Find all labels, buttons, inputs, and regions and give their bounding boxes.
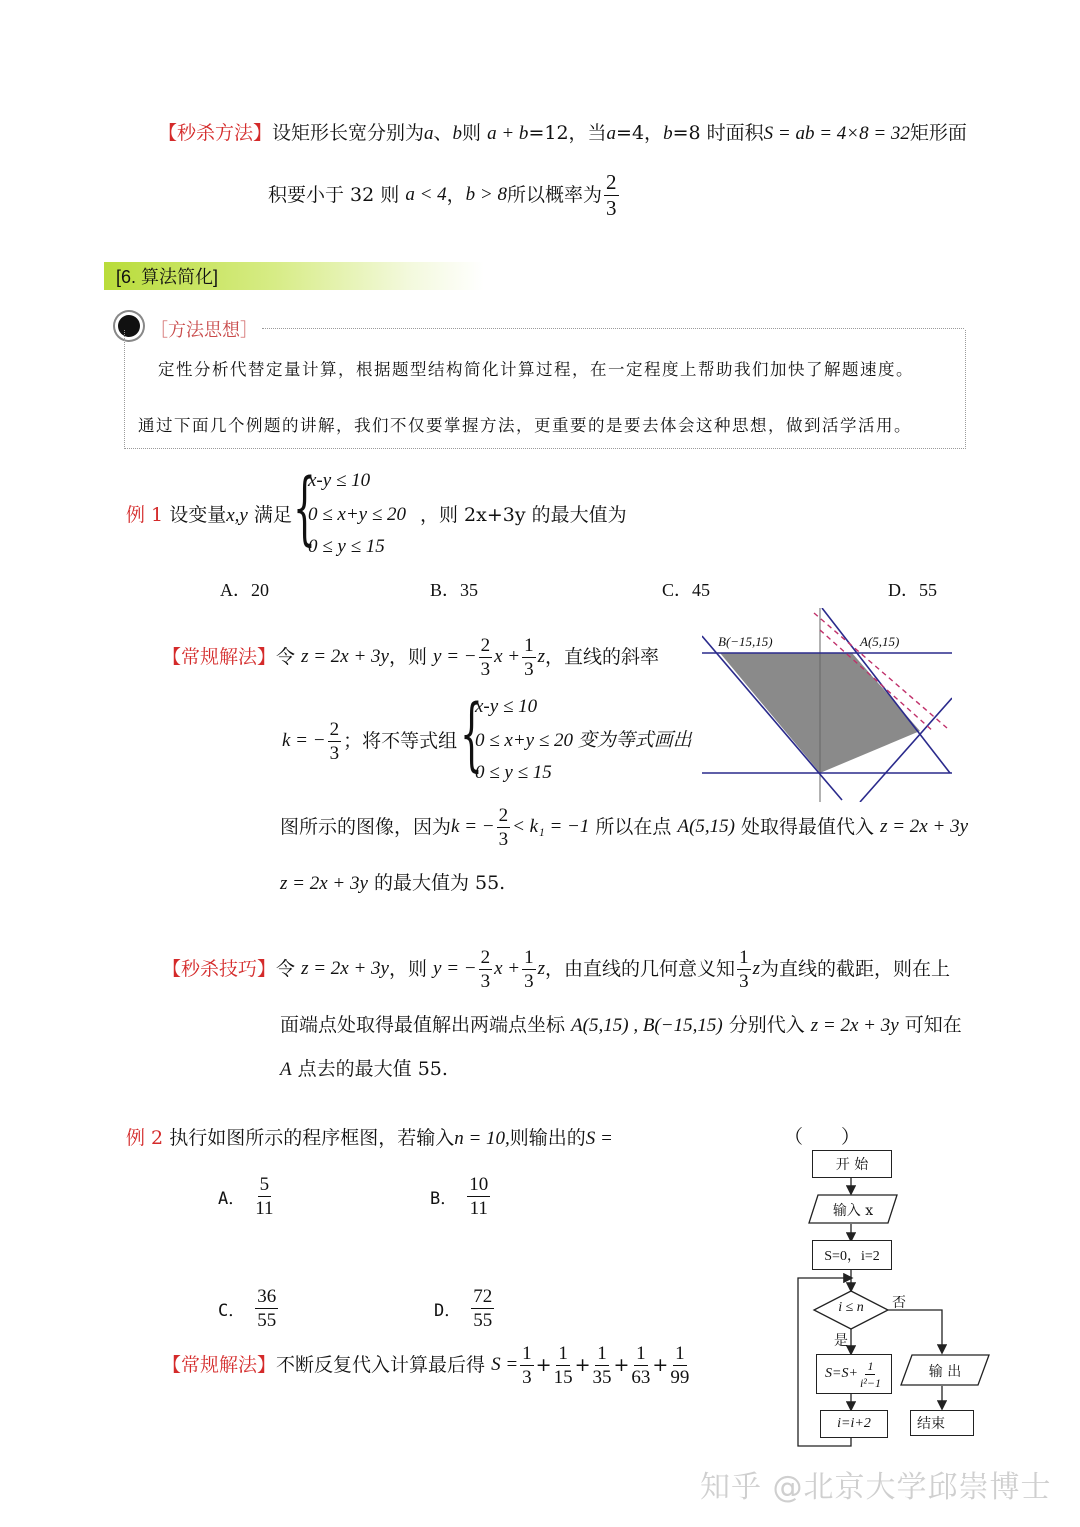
ex1-vars: x,y: [226, 505, 248, 526]
frac-den: 3: [739, 970, 749, 992]
sol2-x-plus: x +: [494, 958, 521, 979]
sol1-c2: 0 ≤ x+y ≤ 20 变为等式画出: [475, 730, 692, 751]
watermark: 知乎 @北京大学邱崇博士: [700, 1470, 1052, 1505]
label-b: B(−15,15): [718, 634, 773, 649]
frac-num: 1: [675, 1342, 685, 1364]
ex2-q2: 则输出的: [509, 1127, 586, 1149]
frac-num: 1: [558, 1342, 568, 1364]
update-pre: S=S+: [825, 1366, 858, 1381]
flow-output: [900, 1354, 990, 1386]
var-b2: b: [663, 123, 673, 144]
sol3-s-eq: S =: [491, 1354, 519, 1375]
frac-num: 36: [257, 1285, 277, 1307]
ex1-c1: x-y ≤ 10: [308, 470, 371, 491]
flow-init: S=0，i=2: [812, 1240, 892, 1270]
sol2-line-2: [280, 1012, 962, 1039]
frac-num: 2: [480, 946, 491, 968]
sol2-p2a: 面端点处取得最值解出两端点坐标: [280, 1014, 566, 1036]
sol2-p1d: 为直线的截距，则在上: [759, 958, 950, 980]
sol1-p4b: 的最大值为 55.: [373, 872, 506, 894]
sol2-tag: 【秒杀技巧】: [162, 958, 277, 980]
sol1-frac1: [479, 636, 493, 679]
top-line2-text: 积要小于 32 则: [268, 184, 400, 206]
sol1-k-eq: k = −: [282, 730, 326, 751]
sol2-p1a: 令: [276, 958, 296, 980]
frac-den: 55: [473, 1309, 493, 1331]
frac-den: 35: [592, 1366, 612, 1388]
frac-den: 15: [553, 1366, 573, 1388]
sol2-y-eq: y = −: [433, 958, 477, 979]
sol2-p1b: ，则: [388, 958, 427, 980]
var-a2: a: [606, 123, 617, 144]
ex1-question: [126, 502, 292, 529]
sol2-points: A(5,15) , B(−15,15): [571, 1015, 723, 1036]
ex1-option-a[interactable]: A．20: [220, 580, 269, 600]
opt-c-frac: [255, 1287, 278, 1330]
plus: +: [535, 1354, 552, 1376]
sol1-p3a: 图所示的图像，因为: [280, 816, 452, 838]
eq12: =12，当: [528, 122, 607, 144]
ex2-option-a[interactable]: [218, 1168, 276, 1224]
sol2-p3b: 点去的最大值 55.: [297, 1058, 448, 1080]
flow-cond-label: i ≤ n: [838, 1300, 864, 1315]
sol1-frac3: [328, 720, 342, 763]
sol1-p3b: 所以在点: [595, 816, 672, 838]
sol3-term-2: [554, 1344, 573, 1387]
ex2-paren: （ ）: [784, 1126, 861, 1148]
frac-num: 1: [636, 1342, 646, 1364]
frac-num: 1: [739, 946, 749, 968]
sol3-term-3: [593, 1344, 612, 1387]
frac-den: 11: [255, 1197, 274, 1219]
sol1-c1: x-y ≤ 10: [475, 696, 538, 717]
frac-num: 72: [473, 1285, 493, 1307]
ex2-question: [126, 1125, 613, 1152]
top-line-1: [158, 120, 967, 147]
frac-num: 2: [329, 718, 340, 740]
ex2-q: 执行如图所示的程序框图，若输入: [169, 1127, 455, 1149]
sol3-term-1: [520, 1344, 534, 1387]
ex1-c3: 0 ≤ y ≤ 15: [308, 536, 385, 557]
sol1-x-plus: x +: [494, 646, 521, 667]
frac-den: 3: [606, 195, 617, 220]
frac-num: 2: [498, 804, 509, 826]
ineq2: b > 8: [465, 184, 507, 205]
sol1-z-def2: z = 2x + 3y: [880, 816, 968, 837]
sol1-line-2: [282, 716, 457, 766]
frac-num: 10: [469, 1173, 489, 1195]
a-val: =4，: [616, 122, 664, 144]
method-label: ［方法思想］: [150, 320, 258, 341]
ex1-option-b[interactable]: B．35: [430, 580, 479, 600]
ex1-q-mid: 满足: [253, 504, 292, 526]
opt-d-frac: [471, 1287, 494, 1330]
flow-yes-label: 是: [834, 1333, 848, 1349]
ex2-n-eq: n = 10,: [454, 1128, 510, 1149]
section-title: [6. 算法简化]: [116, 267, 219, 287]
sol1-p1a: 令: [276, 646, 296, 668]
frac-num: 1: [524, 946, 534, 968]
var-b: b: [452, 123, 463, 144]
sol1-k1: < k₁ = −1: [512, 816, 590, 837]
sol2-p3a: A: [280, 1059, 292, 1080]
sol3-line: [162, 1338, 691, 1392]
b-val: =8 时面积: [672, 122, 764, 144]
frac-den: 55: [257, 1309, 277, 1331]
frac-den: 63: [631, 1366, 651, 1388]
sep: 、: [433, 122, 453, 144]
sol1-brace: {: [460, 687, 483, 780]
sol3-tag: 【常规解法】: [162, 1354, 277, 1376]
sol2-z-def: z = 2x + 3y: [301, 958, 389, 979]
ex1-label: 例 1: [126, 504, 164, 526]
frac-den: i²−1: [859, 1375, 881, 1390]
flow-output-label: 输 出: [928, 1364, 962, 1380]
top-line-2: [268, 170, 621, 220]
sol1-y-eq: y = −: [433, 646, 477, 667]
sol1-c3: 0 ≤ y ≤ 15: [475, 762, 552, 783]
sum-expr: a + b: [487, 123, 529, 144]
ineq1: a < 4: [405, 184, 447, 205]
opt-label: A．: [218, 1188, 246, 1209]
sol1-line-4: [280, 870, 505, 897]
ex2-s-eq: S =: [585, 1128, 613, 1149]
sol1-z-def: z = 2x + 3y: [301, 646, 389, 667]
update-frac: [860, 1360, 881, 1389]
frac-den: 3: [480, 970, 491, 992]
sol2-z-def2: z = 2x + 3y: [810, 1015, 899, 1036]
sol1-frac2: [522, 636, 536, 679]
sol3-term-4: [631, 1344, 650, 1387]
sol2-frac2: [522, 948, 536, 991]
top-tag: 【秒杀方法】: [158, 122, 273, 144]
ex2-option-c[interactable]: [218, 1280, 280, 1336]
plus: +: [574, 1354, 591, 1376]
ex1-brace: {: [293, 461, 316, 554]
method-line-1: 定性分析代替定量计算，根据题型结构简化计算过程，在一定程度上帮助我们加快了解题速度。: [158, 360, 914, 379]
frac-den: 3: [329, 742, 340, 764]
flow-input-label: 输入 x: [832, 1203, 874, 1219]
method-divider: [262, 328, 964, 329]
comma: ，: [446, 184, 466, 206]
method-line-2: 通过下面几个例题的讲解，我们不仅要掌握方法，更重要的是要去体会这种思想，做到活学活用。: [138, 416, 912, 435]
plus: +: [613, 1354, 630, 1376]
then-text: 则: [462, 122, 482, 144]
sol1-tag: 【常规解法】: [162, 646, 277, 668]
label-a: A(5,15): [860, 634, 900, 649]
ex1-q-post: ，则 2x+3y 的最大值为: [420, 504, 627, 526]
frac-num: 1: [524, 634, 534, 656]
sol1-frac4: [497, 806, 511, 849]
ex1-option-d[interactable]: D．55: [888, 580, 937, 600]
sol1-p1c: ，直线的斜率: [545, 646, 660, 668]
ex1-option-c[interactable]: C．45: [662, 580, 711, 600]
sol1-p3c: 处取得最值代入: [741, 816, 875, 838]
var-a: a: [424, 123, 434, 144]
frac-num: 2: [480, 634, 491, 656]
flow-inc: i=i+2: [820, 1410, 888, 1438]
sol2-line-1: [162, 944, 950, 994]
frac-den: 99: [670, 1366, 690, 1388]
sol2-line-3: [280, 1056, 448, 1083]
flow-update: [816, 1354, 892, 1394]
frac-den: 11: [469, 1197, 488, 1219]
sol2-p1c: ，由直线的几何意义知: [545, 958, 736, 980]
opt-b-frac: [467, 1175, 490, 1218]
frac-den: 3: [522, 1366, 532, 1388]
plus: +: [652, 1354, 669, 1376]
opt-label: D．: [434, 1300, 462, 1321]
arrow-no-branch: [888, 1310, 942, 1352]
ex2-label: 例 2: [126, 1127, 164, 1149]
opt-label: C．: [218, 1300, 246, 1321]
ex2-option-b[interactable]: [430, 1168, 492, 1224]
frac-den: 3: [480, 658, 491, 680]
frac-den: 3: [524, 970, 534, 992]
sol2-p2b: 分别代入: [728, 1014, 805, 1036]
sol3-term-5: [670, 1344, 689, 1387]
frac-num: 2: [606, 169, 617, 194]
sol1-line-3: [280, 802, 968, 852]
frac-num: 5: [259, 1173, 270, 1195]
prob-fraction: [604, 169, 619, 220]
sol2-z2: z: [752, 958, 760, 979]
flow-no-label: 否: [892, 1295, 906, 1311]
frac-den: 3: [524, 658, 534, 680]
sol2-frac3: [737, 948, 751, 991]
flow-end: 结束: [910, 1410, 974, 1436]
frac-num: 1: [522, 1342, 532, 1364]
frac-num: 1: [597, 1342, 607, 1364]
ex1-q-pre: 设变量: [169, 504, 227, 526]
prob-text: 所以概率为: [506, 184, 602, 206]
opt-a-frac: [255, 1175, 273, 1218]
flow-input: [808, 1194, 898, 1224]
sol2-p2c: 可知在: [904, 1014, 962, 1036]
sol2-z: z: [537, 958, 546, 979]
sol2-frac1: [479, 948, 493, 991]
sol1-line-1: [162, 632, 659, 682]
ex1-c2: 0 ≤ x+y ≤ 20: [308, 504, 407, 525]
sol1-point-a: A(5,15): [677, 816, 735, 837]
sol1-p2b: ；将不等式组: [343, 730, 458, 752]
flow-start: 开 始: [812, 1150, 892, 1178]
sol1-p4a: z = 2x + 3y: [280, 873, 368, 894]
rect-text: 矩形面: [909, 122, 967, 144]
sol3-text: 不断反复代入计算最后得: [276, 1354, 486, 1376]
sol1-k-cmp: k = −: [451, 816, 495, 837]
feasible-region-graph: [702, 608, 952, 802]
ex2-option-d[interactable]: [434, 1280, 496, 1336]
frac-den: 3: [498, 828, 509, 850]
sol1-p1b: ，则: [388, 646, 427, 668]
top-text: 设矩形长宽分别为: [272, 122, 425, 144]
sol1-z: z: [537, 646, 546, 667]
frac-num: 1: [867, 1358, 874, 1373]
opt-label: B．: [430, 1188, 458, 1209]
area-expr: S = ab = 4×8 = 32: [763, 123, 910, 144]
